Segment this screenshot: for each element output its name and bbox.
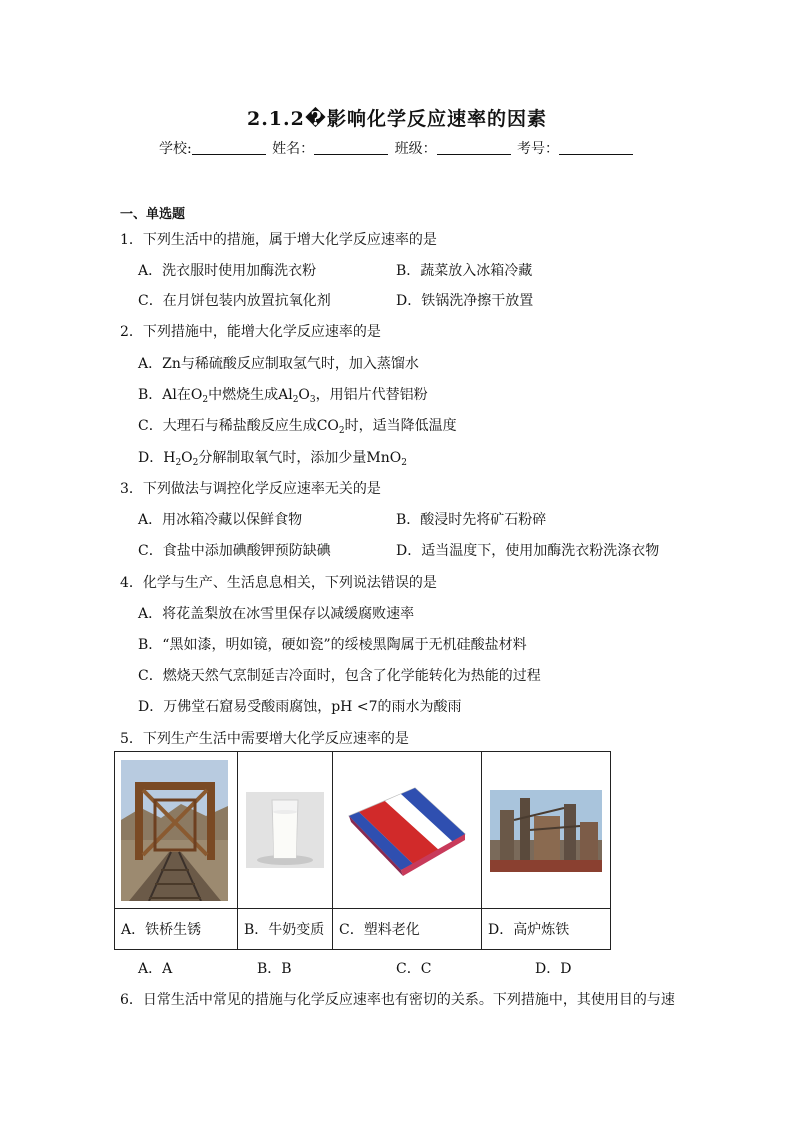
question-2-stem: 2．下列措施中，能增大化学反应速率的是 [120, 324, 381, 340]
question-2-option-c[interactable]: C．大理石与稀盐酸反应生成$CO_2$时，适当降低温度 [138, 418, 457, 436]
question-5-option-c[interactable]: C．C [396, 961, 432, 977]
image-cell-bridge [115, 752, 238, 909]
image-cell-plastic [333, 752, 482, 909]
question-4-option-a[interactable]: A．将花盖梨放在冰雪里保存以减缓腐败速率 [138, 606, 415, 622]
image-cell-furnace [482, 752, 611, 909]
name-label: 姓名： [272, 141, 315, 157]
section-heading: 一、单选题 [120, 207, 186, 222]
question-5-option-d[interactable]: D．D [535, 961, 572, 977]
student-info-line [0, 138, 794, 158]
class-blank[interactable] [437, 140, 511, 155]
question-4-option-c[interactable]: C．燃烧天然气烹制延吉冷面时，包含了化学能转化为热能的过程 [138, 668, 541, 684]
name-blank[interactable] [314, 140, 388, 155]
image-cell-milk [238, 752, 333, 909]
question-4-stem: 4．化学与生产、生活息息相关，下列说法错误的是 [120, 575, 437, 591]
number-blank[interactable] [559, 140, 633, 155]
blast-furnace-image [490, 790, 602, 872]
question-1-option-b[interactable]: B．蔬菜放入冰箱冷藏 [396, 263, 533, 279]
question-2-option-d[interactable]: D．$H_2O_2$分解制取氧气时，添加少量MnO$_2$ [138, 450, 407, 468]
question-4-option-d[interactable]: D．万佛堂石窟易受酸雨腐蚀，pH <7的雨水为酸雨 [138, 699, 462, 715]
question-5-stem: 5．下列生产生活中需要增大化学反应速率的是 [120, 731, 409, 747]
question-3-option-a[interactable]: A．用冰箱冷藏以保鲜食物 [138, 512, 303, 528]
school-blank[interactable] [192, 140, 266, 155]
question-2-option-b[interactable]: B．Al在$O_2$中燃烧生成$Al_2O_3$，用铝片代替铝粉 [138, 387, 428, 405]
question-1-stem: 1．下列生活中的措施，属于增大化学反应速率的是 [120, 232, 437, 248]
question-1-option-d[interactable]: D．铁锅洗净擦干放置 [396, 293, 534, 309]
plastic-tarp-image [345, 782, 469, 877]
cell-label-b: B．牛奶变质 [238, 909, 333, 950]
question-3-stem: 3．下列做法与调控化学反应速率无关的是 [120, 481, 381, 497]
cell-label-c: C．塑料老化 [333, 909, 482, 950]
question-5-option-b[interactable]: B．B [257, 961, 292, 977]
question-6-stem: 6．日常生活中常见的措施与化学反应速率也有密切的关系。下列措施中，其使用目的与速 [120, 992, 675, 1008]
cell-label-a: A．铁桥生锈 [115, 909, 238, 950]
school-label: 学校: [158, 141, 192, 157]
question-3-option-d[interactable]: D．适当温度下，使用加酶洗衣粉洗涤衣物 [396, 543, 660, 559]
page-title: 2.1.2�影响化学反应速率的因素 [246, 108, 548, 130]
class-label: 班级： [394, 141, 437, 157]
question-3-option-c[interactable]: C．食盐中添加碘酸钾预防缺碘 [138, 543, 331, 559]
question-1-option-a[interactable]: A．洗衣服时使用加酶洗衣粉 [138, 263, 317, 279]
question-5-option-a[interactable]: A．A [138, 961, 173, 977]
question-5-image-table [114, 751, 611, 950]
question-2-option-a[interactable]: A．Zn与稀硫酸反应制取氢气时，加入蒸馏水 [138, 356, 419, 372]
glass-of-milk-image [246, 792, 324, 868]
question-3-option-b[interactable]: B．酸浸时先将矿石粉碎 [396, 512, 547, 528]
question-1-option-c[interactable]: C．在月饼包装内放置抗氧化剂 [138, 293, 331, 309]
number-label: 考号： [517, 141, 560, 157]
rusty-iron-bridge-image [121, 760, 228, 901]
cell-label-d: D．高炉炼铁 [482, 909, 611, 950]
question-4-option-b[interactable]: B．“黑如漆，明如镜，硬如瓷”的绥棱黑陶属于无机硅酸盐材料 [138, 637, 527, 653]
